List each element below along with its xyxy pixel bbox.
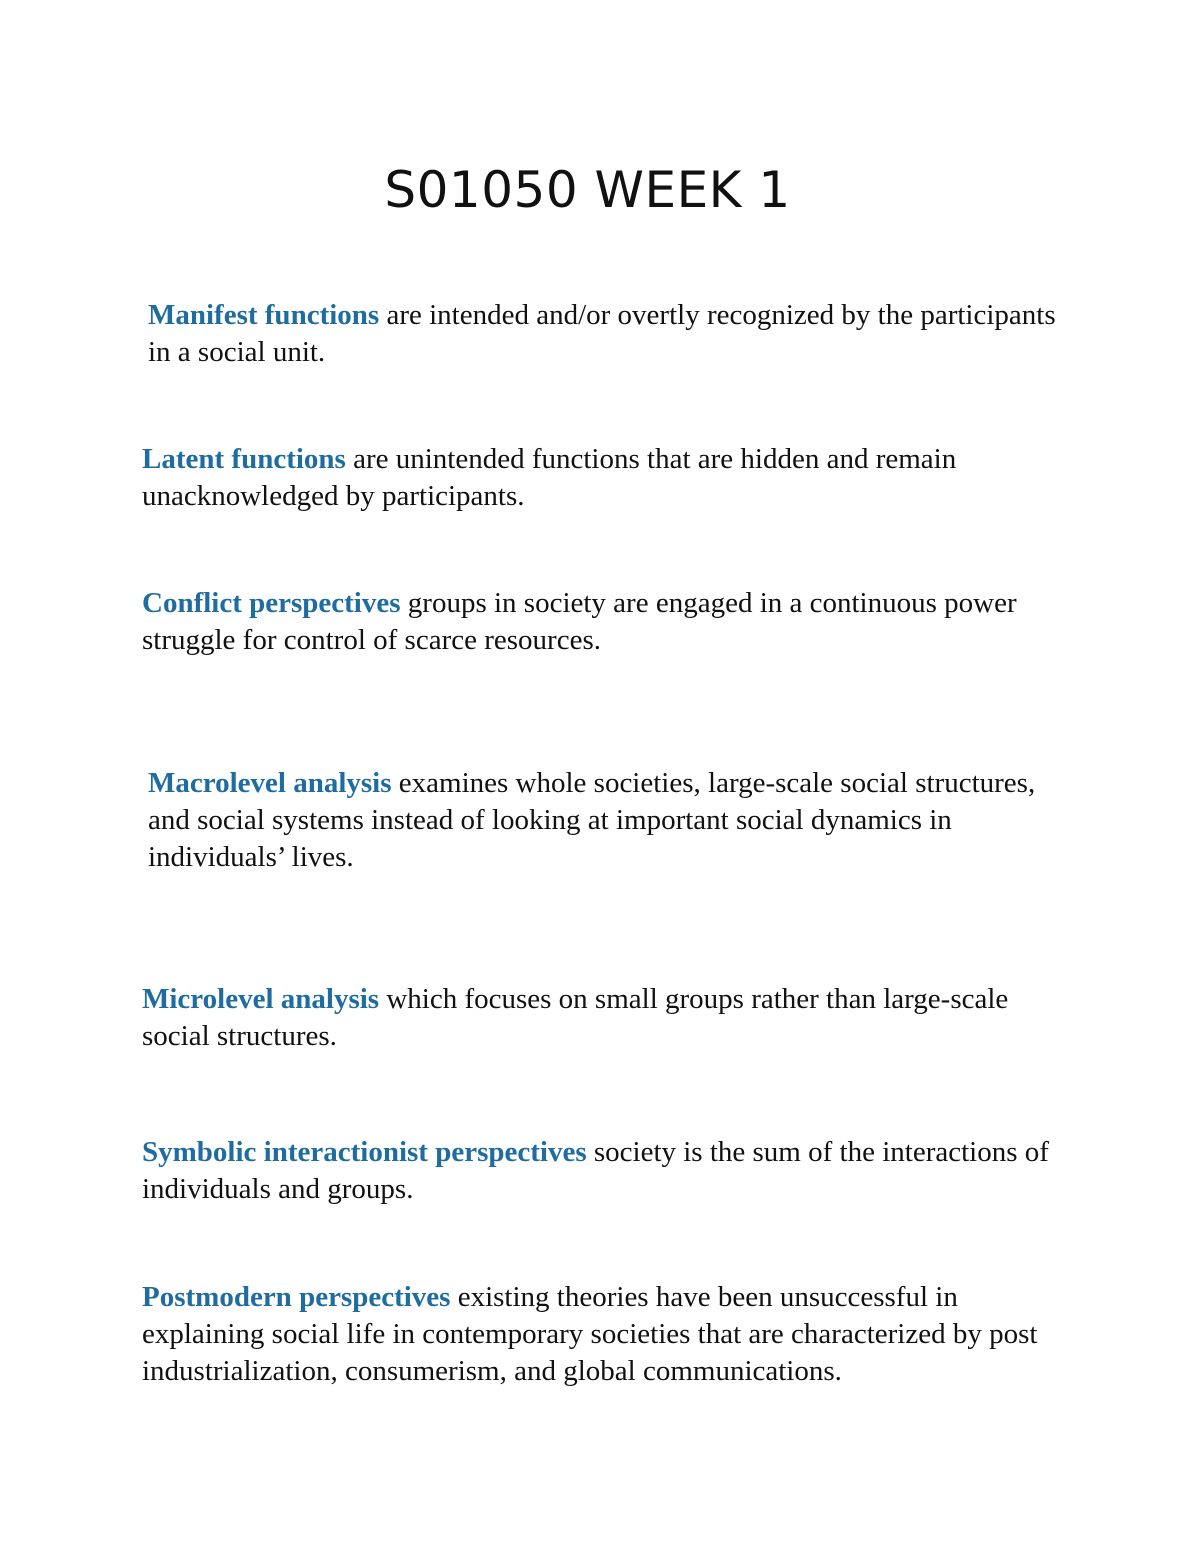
definition-text: examines whole societies, large-scale social structures, and social systems instead of looking at important social dynamics in individuals’ lives.: [148, 767, 1036, 873]
definition-conflict-perspectives: [142, 585, 1077, 659]
definition-macrolevel-analysis: [142, 765, 1083, 876]
term-label: Postmodern perspectives: [142, 1281, 451, 1313]
definition-postmodern-perspectives: [142, 1279, 1077, 1390]
definition-text: which focuses on small groups rather than large-scale social structures.: [142, 983, 1009, 1052]
definition-text: groups in society are engaged in a continuous power struggle for control of scarce resources.: [142, 587, 1017, 656]
term-label: Microlevel analysis: [142, 983, 380, 1015]
definition-text: are unintended functions that are hidden and remain unacknowledged by participants.: [142, 443, 957, 512]
definition-text: existing theories have been unsuccessful in explaining social life in contemporary societies that are characterized by post industrialization, consumerism, and global communications.: [142, 1281, 1038, 1387]
definition-text: society is the sum of the interactions of individuals and groups.: [142, 1136, 1049, 1205]
term-label: Latent functions: [142, 443, 346, 475]
definition-symbolic-interactionist-perspectives: [142, 1134, 1077, 1208]
page-title: S01050 WEEK 1: [384, 161, 791, 219]
term-label: Symbolic interactionist perspectives: [142, 1136, 587, 1168]
term-label: Manifest functions: [148, 299, 380, 331]
definition-latent-functions: [142, 441, 1077, 515]
term-label: Conflict perspectives: [142, 587, 401, 619]
definition-microlevel-analysis: [142, 981, 1077, 1055]
term-label: Macrolevel analysis: [148, 767, 392, 799]
definition-text: are intended and/or overtly recognized by the participants in a social unit.: [148, 299, 1056, 368]
definition-manifest-functions: [142, 297, 1083, 371]
